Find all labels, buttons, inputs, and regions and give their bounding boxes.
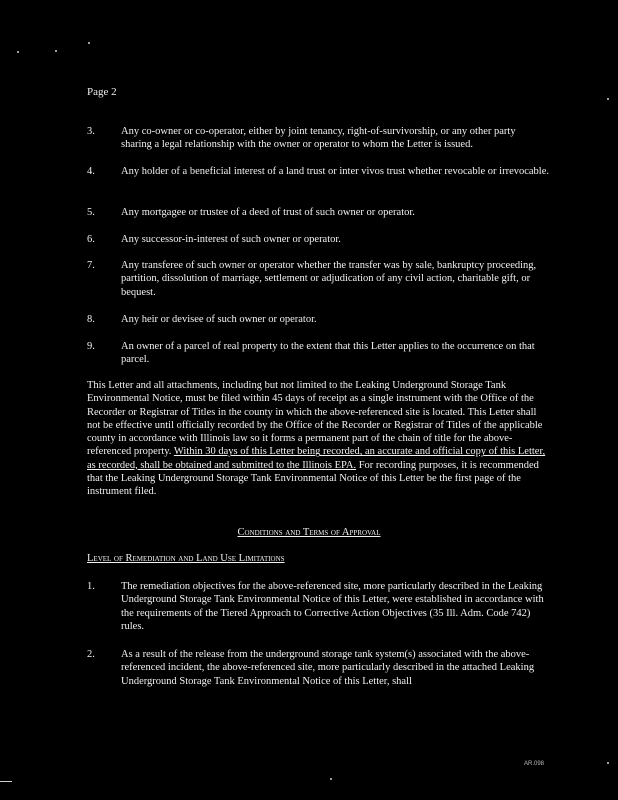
list-item-text: Any transferee of such owner or operator whether the transfer was by sale, bankruptcy proceeding, partition, dissolution of marriage, settlement or adjudication of any civil action, charitable gift, or bequest. xyxy=(121,260,537,298)
list-item-number: 6. xyxy=(87,234,95,245)
list-item-number: 9. xyxy=(87,341,95,352)
list-item-number: 5. xyxy=(87,207,95,218)
page-number: Page 2 xyxy=(87,86,117,98)
scan-speck xyxy=(607,762,609,764)
condition-text: As a result of the release from the underground storage tank system(s) associated with the above-referenced incident, the above-referenced site, more particularly described in the attached Leaking Underground Storage Tank Environmental Notice of this Letter, shall xyxy=(121,649,535,687)
section-heading: Conditions and Terms of Approval xyxy=(237,527,381,538)
scan-speck xyxy=(55,50,57,52)
condition-text: The remediation objectives for the above-referenced site, more particularly described in the Leaking Underground Storage Tank Environmental Notice of this Letter, were established in accordance with the requirements of the Tiered Approach to Corrective Action Objectives (35 Ill. Adm. Code 742) rules. xyxy=(121,581,544,633)
list-item-number: 3. xyxy=(87,126,95,137)
list-item-text: Any successor-in-interest of such owner or operator. xyxy=(121,234,341,245)
scan-speck xyxy=(330,778,332,780)
list-item-text: Any heir or devisee of such owner or operator. xyxy=(121,314,317,325)
paragraph-text-part2: For recording purposes, it is recommended that the Leaking Underground Storage Tank Environmental Notice of this Letter be the first page of the instrument filed. xyxy=(87,459,539,498)
paragraph-underlined-text: Within 30 days of this Letter being recorded, an accurate and official copy of this Letter, as recorded, shall be obtained and submitted to the Illinois EPA. xyxy=(87,446,546,471)
scan-speck xyxy=(607,98,609,100)
list-item-number: 7. xyxy=(87,260,95,271)
document-id-mark: AR.098 xyxy=(524,761,545,767)
list-item-text: An owner of a parcel of real property to the extent that this Letter applies to the occurrence on that parcel. xyxy=(121,341,535,366)
paragraph-text-part1: This Letter and all attachments, including but not limited to the Leaking Underground Storage Tank Environmental Notice, must be filed within 45 days of receipt as a single instrument with the Office of the Recorder or Registrar of Titles in the county in which the above-referenced site is located. This Letter shall not be effective until officially recorded by the Office of the Recorder or Registrar of Titles of the applicable county in accordance with Illinois law so it forms a permanent part of the chain of title for the above-referenced property. xyxy=(87,380,543,458)
list-item-number: 8. xyxy=(87,314,95,325)
list-item-number: 4. xyxy=(87,166,95,177)
list-item-text: Any holder of a beneficial interest of a land trust or inter vivos trust whether revocable or irrevocable. xyxy=(121,166,550,177)
condition-number: 1. xyxy=(87,581,95,592)
subsection-heading: Level of Remediation and Land Use Limitations xyxy=(87,553,285,564)
scan-speck xyxy=(17,51,19,53)
recording-paragraph xyxy=(87,379,549,499)
scan-speck xyxy=(88,42,90,44)
list-item-text: Any co-owner or co-operator, either by joint tenancy, right-of-survivorship, or any other party sharing a legal relationship with the owner or operator to whom the Letter is issued. xyxy=(121,126,516,151)
list-item-text: Any mortgagee or trustee of a deed of trust of such owner or operator. xyxy=(121,207,415,218)
condition-number: 2. xyxy=(87,649,95,660)
scan-edge-mark xyxy=(0,781,12,782)
